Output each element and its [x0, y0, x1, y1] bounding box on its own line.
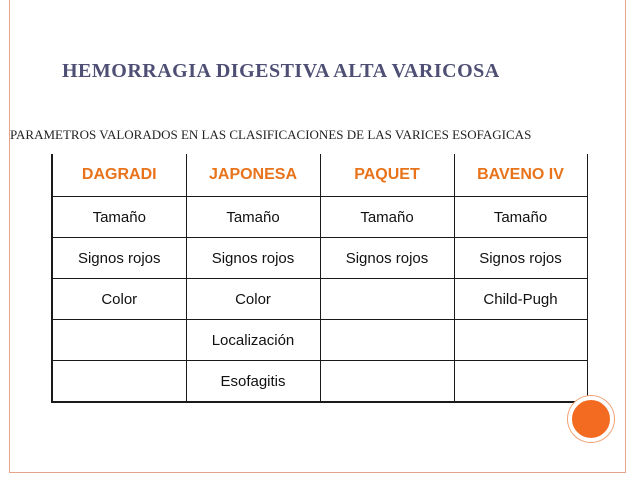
- table-cell: [454, 320, 587, 361]
- table-cell: [454, 361, 587, 403]
- slide-title: HEMORRAGIA DIGESTIVA ALTA VARICOSA: [62, 60, 500, 82]
- table-row: [52, 197, 587, 238]
- table-cell: [320, 279, 454, 320]
- classification-table: [51, 154, 588, 403]
- slide-subtitle: PARAMETROS VALORADOS EN LAS CLASIFICACIONES DE LAS VARICES ESOFAGICAS: [10, 127, 532, 142]
- table-cell: [52, 320, 186, 361]
- table-row: [52, 361, 587, 403]
- table-cell: [320, 361, 454, 403]
- decorative-orange-circle: [568, 396, 614, 442]
- table-cell: Signos rojos: [186, 238, 320, 279]
- header-baveno-iv: BAVENO IV: [454, 154, 587, 197]
- table-cell: Tamaño: [454, 197, 587, 238]
- table-cell: Signos rojos: [320, 238, 454, 279]
- table-cell: Color: [52, 279, 186, 320]
- table-row: [52, 320, 587, 361]
- table-cell: [52, 361, 186, 403]
- table-cell: Signos rojos: [52, 238, 186, 279]
- table-cell: Tamaño: [52, 197, 186, 238]
- table-row: [52, 238, 587, 279]
- table-cell: [320, 320, 454, 361]
- table-cell: Child-Pugh: [454, 279, 587, 320]
- table-cell: Localización: [186, 320, 320, 361]
- header-dagradi: DAGRADI: [52, 154, 186, 197]
- table-cell: Tamaño: [320, 197, 454, 238]
- table-row: [52, 279, 587, 320]
- table-cell: Tamaño: [186, 197, 320, 238]
- table-header-row: [52, 154, 587, 197]
- header-japonesa: JAPONESA: [186, 154, 320, 197]
- table-cell: Esofagitis: [186, 361, 320, 403]
- table-cell: Color: [186, 279, 320, 320]
- table-cell: Signos rojos: [454, 238, 587, 279]
- header-paquet: PAQUET: [320, 154, 454, 197]
